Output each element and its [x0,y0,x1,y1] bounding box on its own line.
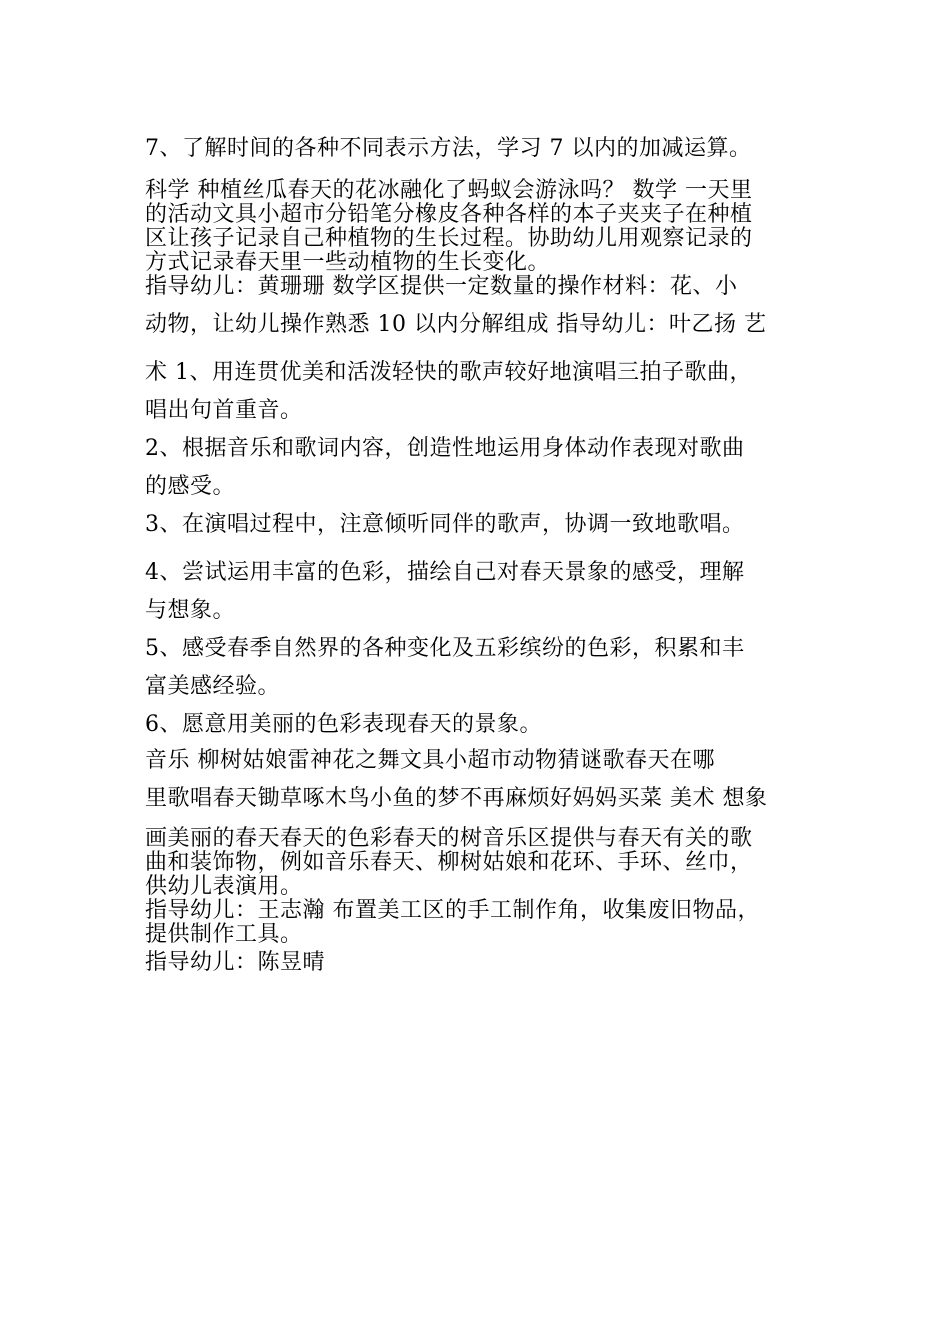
text-line: 动物，让幼儿操作熟悉 10 以内分解组成 指导幼儿：叶乙扬 艺 [145,312,767,337]
text-line: 6、愿意用美丽的色彩表现春天的景象。 [145,712,542,737]
text-line: 指导幼儿：陈昱晴 [145,950,326,975]
text-line: 2、根据音乐和歌词内容，创造性地运用身体动作表现对歌曲 [145,436,745,461]
text-line: 指导幼儿：王志瀚 布置美工区的手工制作角，收集废旧物品， [145,898,760,923]
text-line: 唱出句首重音。 [145,398,303,423]
text-line: 供幼儿表演用。 [145,874,303,899]
text-line: 3、在演唱过程中，注意倾听同伴的歌声，协调一致地歌唱。 [145,512,745,537]
text-line: 的活动文具小超市分铅笔分橡皮各种各样的本子夹夹子在种植 [145,202,753,227]
text-line: 提供制作工具。 [145,922,303,947]
text-line: 与想象。 [145,598,236,623]
text-line: 富美感经验。 [145,674,281,699]
text-line: 指导幼儿：黄珊珊 数学区提供一定数量的操作材料：花、小 [145,274,738,299]
text-line: 科学 种植丝瓜春天的花冰融化了蚂蚁会游泳吗？ 数学 一天里 [145,178,753,203]
text-line: 音乐 柳树姑娘雷神花之舞文具小超市动物猜谜歌春天在哪 [145,748,715,773]
text-line: 5、感受春季自然界的各种变化及五彩缤纷的色彩，积累和丰 [145,636,745,661]
text-line: 画美丽的春天春天的色彩春天的树音乐区提供与春天有关的歌 [145,826,753,851]
text-line: 方式记录春天里一些动植物的生长变化。 [145,250,551,275]
text-line: 7、了解时间的各种不同表示方法，学习 7 以内的加减运算。 [145,136,752,161]
text-line: 术 1、用连贯优美和活泼轻快的歌声较好地演唱三拍子歌曲， [145,360,752,385]
text-line: 区让孩子记录自己种植物的生长过程。协助幼儿用观察记录的 [145,226,753,251]
text-line: 的感受。 [145,474,236,499]
text-line: 曲和装饰物，例如音乐春天、柳树姑娘和花环、手环、丝巾， [145,850,753,875]
text-line: 里歌唱春天锄草啄木鸟小鱼的梦不再麻烦好妈妈买菜 美术 想象 [145,786,768,811]
text-line: 4、尝试运用丰富的色彩，描绘自己对春天景象的感受，理解 [145,560,745,585]
